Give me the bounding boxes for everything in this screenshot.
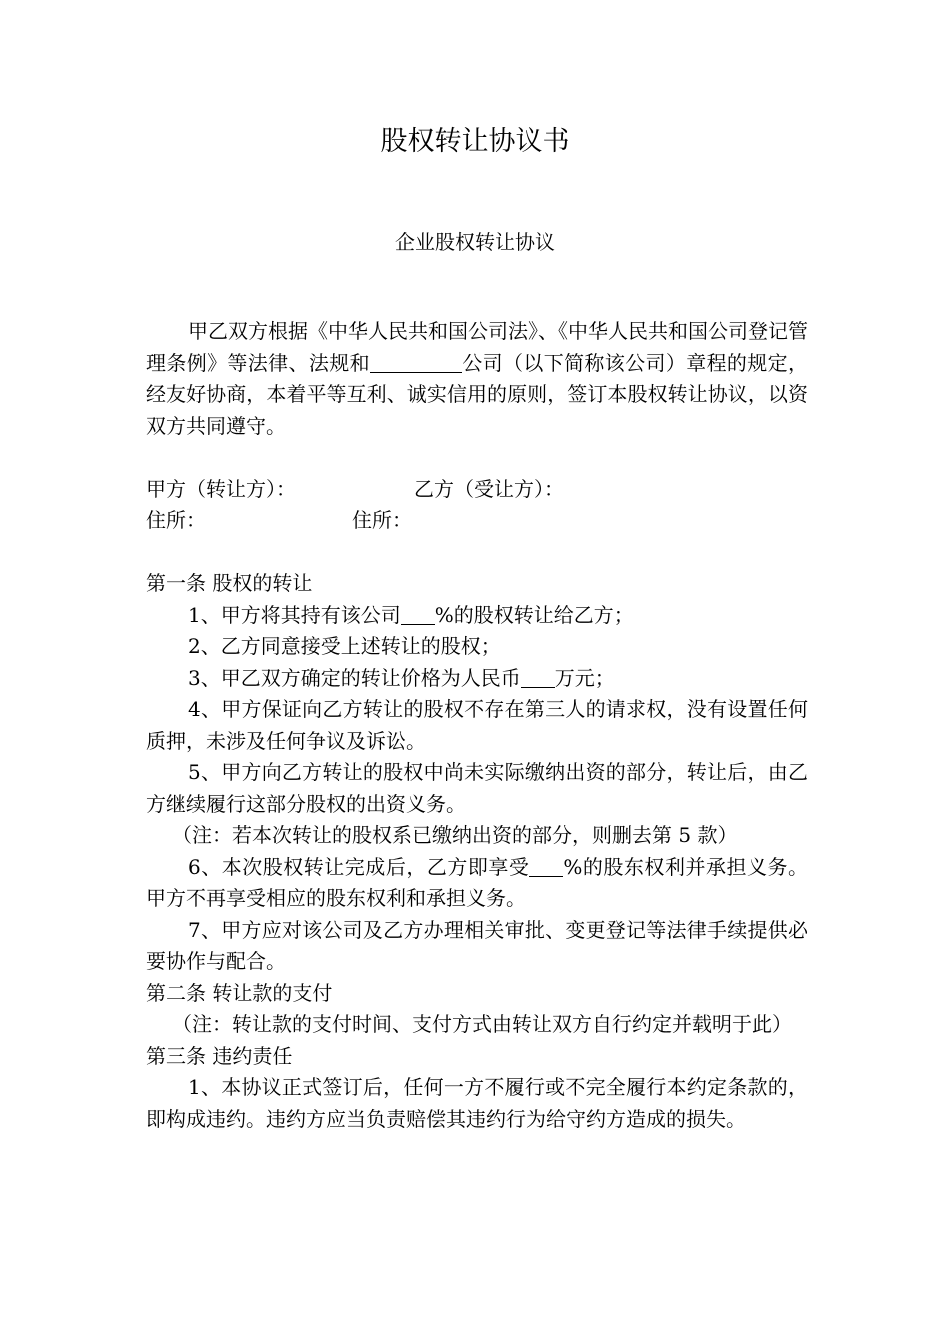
preamble-text-1: 甲乙双方根据《中华人民共和国公司法》、《中华人民共和国公司登记管理条例》等法律、法规和 — [146, 319, 808, 375]
company-name-blank — [370, 352, 462, 373]
article3-heading: 第三条 违约责任 — [146, 1043, 293, 1068]
address-b-label: 住所： — [352, 508, 412, 532]
article2-heading: 第二条 转让款的支付 — [146, 980, 333, 1005]
price-blank — [521, 667, 555, 688]
address-row — [146, 505, 808, 537]
article1-item3 — [146, 663, 808, 695]
article1-item4: 4、甲方保证向乙方转让的股权不存在第三人的请求权，没有设置任何质押，未涉及任何争议及诉讼。 — [146, 697, 808, 753]
article2-note: （注：转让款的支付时间、支付方式由转让双方自行约定并载明于此） — [172, 1012, 792, 1036]
item3-text-post: 万元； — [554, 665, 615, 690]
article1-item2: 2、乙方同意接受上述转让的股权； — [188, 634, 501, 658]
rights-percent-blank — [529, 856, 563, 877]
item3-text-pre: 3、甲乙双方确定的转让价格为人民币 — [188, 665, 521, 690]
document-body — [146, 316, 808, 1135]
share-percent-blank — [401, 604, 435, 625]
party-a-label: 甲方（转让方）： — [146, 476, 296, 501]
article1-note5: （注：若本次转让的股权系已缴纳出资的部分，则删去第 5 款） — [172, 823, 738, 847]
article3-item1: 1、本协议正式签订后，任何一方不履行或不完全履行本约定条款的，即构成违约。违约方应当负责赔偿其违约行为给守约方造成的损失。 — [146, 1075, 808, 1131]
article1-item1 — [146, 600, 808, 632]
article1-item5: 5、甲方向乙方转让的股权中尚未实际缴纳出资的部分，转让后，由乙方继续履行这部分股权的出资义务。 — [146, 760, 808, 816]
article1-item6 — [146, 852, 808, 915]
preamble-text-2: 公司（以下简称该公司）章程的规定，经友好协商，本着平等互利、诚实信用的原则，签订本股权转让协议，以资双方共同遵守。 — [146, 350, 809, 438]
document-subtitle: 企业股权转让协议 — [395, 230, 555, 254]
article1-item7: 7、甲方应对该公司及乙方办理相关审批、变更登记等法律手续提供必要协作与配合。 — [146, 917, 808, 973]
item6-text-post: %的股东权利并承担义务。甲方不再享受相应的股东权利和承担义务。 — [146, 854, 808, 910]
address-a-label: 住所： — [146, 508, 206, 532]
item1-text-pre: 1、甲方将其持有该公司 — [188, 602, 401, 627]
preamble-paragraph — [146, 316, 808, 442]
item1-text-post: %的股权转让给乙方； — [434, 602, 634, 627]
parties-row — [146, 474, 808, 506]
item6-text-pre: 6、本次股权转让完成后，乙方即享受 — [188, 854, 530, 879]
document-title: 股权转让协议书 — [380, 126, 570, 157]
party-b-label: 乙方（受让方）： — [414, 476, 564, 501]
article1-heading: 第一条 股权的转让 — [146, 571, 313, 595]
